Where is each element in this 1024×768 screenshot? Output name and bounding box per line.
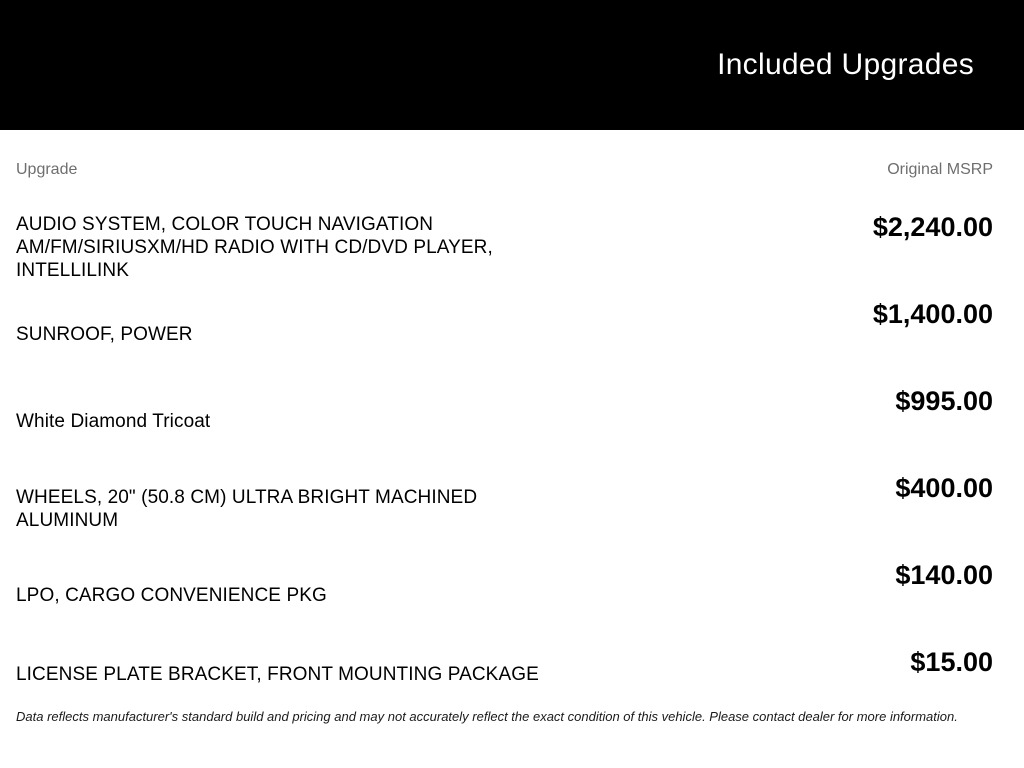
upgrade-msrp: $400.00 xyxy=(895,473,993,503)
upgrade-msrp: $995.00 xyxy=(895,386,993,416)
column-header-msrp: Original MSRP xyxy=(887,161,993,178)
upgrade-name: AUDIO SYSTEM, COLOR TOUCH NAVIGATION AM/FM/SIRIUSXM/HD RADIO WITH CD/DVD PLAYER, INTELLILINK xyxy=(16,214,493,281)
upgrade-msrp: $15.00 xyxy=(910,647,993,677)
upgrades-table xyxy=(0,130,1024,724)
table-row xyxy=(16,283,993,370)
page-title: Included Upgrades xyxy=(717,48,974,81)
upgrade-msrp: $2,240.00 xyxy=(872,212,993,242)
upgrade-name: LICENSE PLATE BRACKET, FRONT MOUNTING PACKAGE xyxy=(16,663,539,685)
upgrades-table-body xyxy=(16,196,993,701)
table-row xyxy=(16,544,993,631)
disclaimer-text: Data reflects manufacturer's standard build and pricing and may not accurately reflect the exact condition of this vehicle. Please contact dealer for more information. xyxy=(16,709,958,724)
table-row xyxy=(16,457,993,544)
upgrade-msrp: $1,400.00 xyxy=(872,299,993,329)
upgrade-msrp: $140.00 xyxy=(895,560,993,590)
column-header-upgrade: Upgrade xyxy=(16,161,78,178)
upgrade-name: LPO, CARGO CONVENIENCE PKG xyxy=(16,585,327,606)
header-banner xyxy=(0,0,1024,130)
upgrade-name: WHEELS, 20" (50.8 CM) ULTRA BRIGHT MACHINED ALUMINUM xyxy=(16,486,478,531)
table-row xyxy=(16,370,993,457)
upgrade-name: White Diamond Tricoat xyxy=(16,411,211,432)
table-row xyxy=(16,196,993,283)
table-row xyxy=(16,631,993,701)
upgrade-name: SUNROOF, POWER xyxy=(16,324,193,345)
table-header-row xyxy=(16,130,993,196)
